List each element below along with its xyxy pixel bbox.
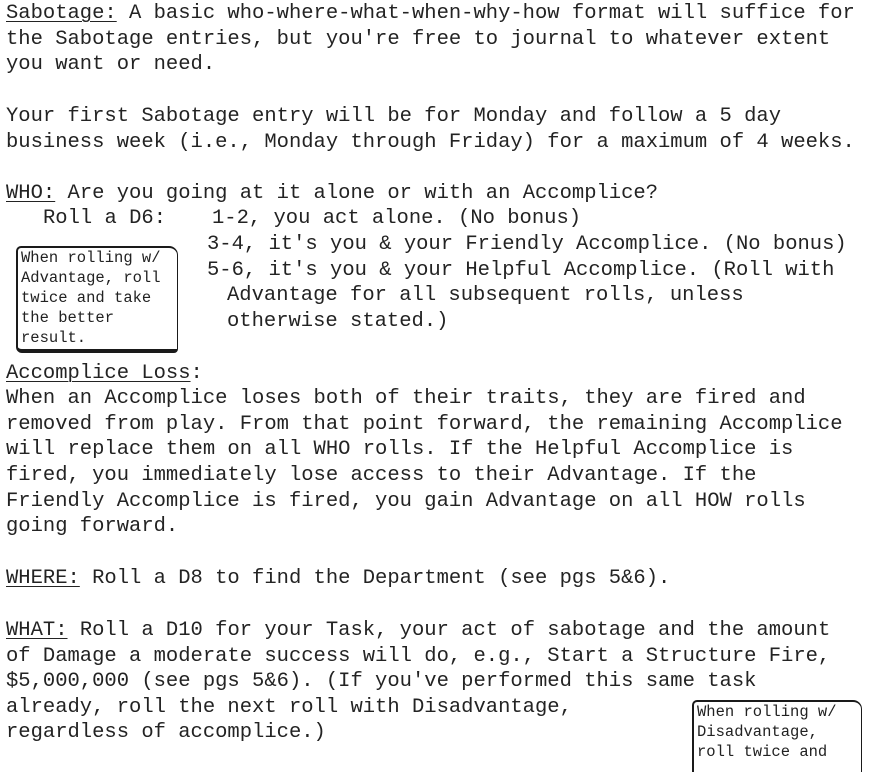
accomplice-loss-line-1: When an Accomplice loses both of their traits, they are fired and — [6, 387, 806, 410]
accomplice-loss-line-5: Friendly Accomplice is fired, you gain Advantage on all HOW rolls — [6, 490, 806, 513]
what-line-2: of Damage a moderate success will do, e.g., Start a Structure Fire, — [6, 645, 831, 668]
who-result-3-cont-2: otherwise stated.) — [227, 310, 449, 333]
sabotage-line-1 — [6, 1, 855, 27]
sabotage-line-2: the Sabotage entries, but you're free to journal to whatever extent — [6, 28, 831, 51]
accomplice-loss-colon: : — [190, 362, 203, 385]
accomplice-loss-line-2: removed from play. From that point forward, the remaining Accomplice — [6, 413, 843, 436]
who-heading: WHO: — [6, 182, 56, 205]
who-question: Are you going at it alone or with an Accomplice? — [55, 182, 659, 205]
what-line-4: already, roll the next roll with Disadvantage, — [6, 696, 572, 719]
who-result-2: 3-4, it's you & your Friendly Accomplice. (No bonus) — [207, 233, 847, 256]
who-question-line — [6, 181, 658, 207]
sabotage-intro: A basic who-where-what-when-why-how format will suffice for — [116, 2, 855, 25]
what-line-1 — [6, 618, 830, 644]
accomplice-loss-line-3: will replace them on all WHO rolls. If the Helpful Accomplice is — [6, 438, 794, 461]
disadvantage-note-box — [692, 700, 862, 772]
where-line — [6, 566, 670, 592]
disadvantage-note-line-1: When rolling w/ — [697, 703, 837, 721]
advantage-note-line-2: Advantage, roll — [21, 269, 161, 287]
what-line-3: $5,000,000 (see pgs 5&6). (If you've performed this same task — [6, 670, 757, 693]
advantage-note-line-5: result. — [21, 329, 87, 347]
what-intro: Roll a D10 for your Task, your act of sabotage and the amount — [67, 619, 831, 642]
what-heading: WHAT: — [6, 619, 68, 642]
advantage-note-line-4: the better — [21, 309, 115, 327]
accomplice-loss-heading: Accomplice Loss — [6, 362, 191, 385]
advantage-note-line-1: When rolling w/ — [21, 249, 161, 267]
sabotage-line-3: you want or need. — [6, 53, 216, 76]
who-result-3: 5-6, it's you & your Helpful Accomplice. (Roll with — [207, 259, 835, 282]
where-text: Roll a D8 to find the Department (see pgs 5&6). — [79, 567, 671, 590]
what-line-5: regardless of accomplice.) — [6, 721, 326, 744]
advantage-note-line-3: twice and take — [21, 289, 152, 307]
accomplice-loss-heading-line — [6, 361, 203, 387]
accomplice-loss-line-4: fired, you immediately lose access to their Advantage. If the — [6, 464, 757, 487]
who-result-3-cont-1: Advantage for all subsequent rolls, unless — [227, 284, 744, 307]
who-roll-label: Roll a D6: — [43, 207, 167, 230]
disadvantage-note-line-2: Disadvantage, — [697, 723, 818, 741]
who-result-1: 1-2, you act alone. (No bonus) — [212, 207, 582, 230]
sabotage-heading: Sabotage: — [6, 2, 117, 25]
disadvantage-note-line-3: roll twice and — [697, 743, 828, 761]
first-entry-line-1: Your first Sabotage entry will be for Monday and follow a 5 day — [6, 105, 782, 128]
accomplice-loss-line-6: going forward. — [6, 515, 179, 538]
first-entry-line-2: business week (i.e., Monday through Friday) for a maximum of 4 weeks. — [6, 131, 855, 154]
where-heading: WHERE: — [6, 567, 80, 590]
advantage-note-box — [16, 246, 178, 353]
